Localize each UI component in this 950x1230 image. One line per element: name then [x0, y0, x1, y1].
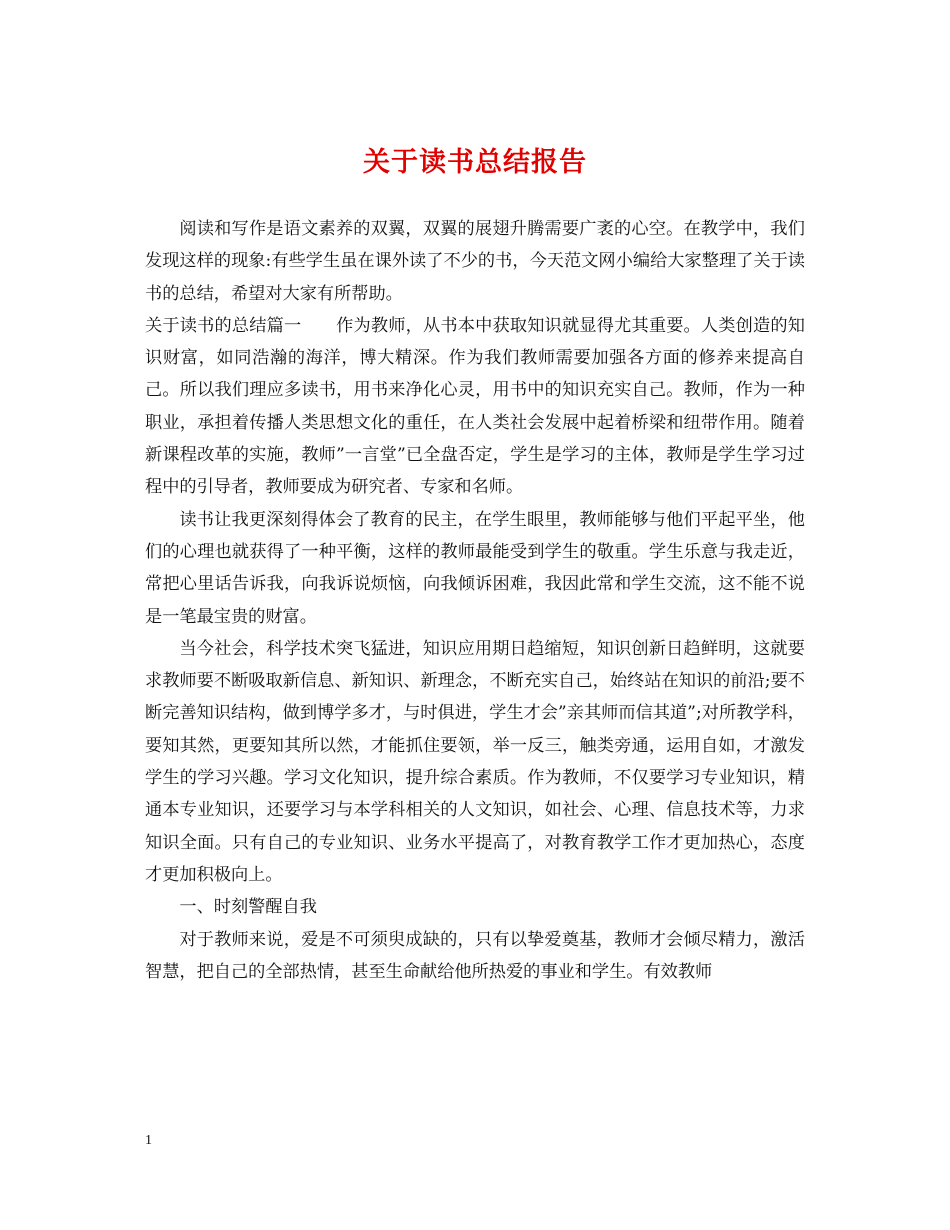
paragraph-society: 当今社会，科学技术突飞猛进，知识应用期日趋缩短，知识创新日趋鲜明，这就要求教师要不断吸取新信息、新知识、新理念，不断充实自己，始终站在知识的前沿;要不断完善知识结构，做到博学多才，与时俱进，学生才会”亲其师而信其道”;对所教学科，要知其然，更要知其所以然，才能抓住要领，举一反三，触类旁通，运用自如，才激发学生的学习兴趣。学习文化知识，提升综合素质。作为教师，不仅要学习专业知识，精通本专业知识，还要学习与本学科相关的人文知识，如社会、心理、信息技术等，力求知识全面。只有自己的专业知识、业务水平提高了，对教育教学工作才更加热心，态度才更加积极向上。 — [145, 638, 805, 885]
section-heading: 一、时刻警醒自我 — [179, 897, 317, 918]
paragraph-democracy: 读书让我更深刻得体会了教育的民主，在学生眼里，教师能够与他们平起平坐，他们的心理也就获得了一种平衡，这样的教师最能受到学生的敬重。学生乐意与我走近，常把心里话告诉我，向我诉说烦恼，向我倾诉困难，我因此常和学生交流，这不能不说是一笔最宝贵的财富。 — [145, 509, 805, 627]
paragraph-section-one: 关于读书的总结篇一 作为教师，从书本中获取知识就显得尤其重要。人类创造的知识财富，如同浩瀚的海洋，博大精深。作为我们教师需要加强各方面的修养来提高自己。所以我们理应多读书，用书来净化心灵，用书中的知识充实自己。教师，作为一种职业，承担着传播人类思想文化的重任，在人类社会发展中起着桥梁和纽带作用。随着新课程改革的实施，教师”一言堂”已全盘否定，学生是学习的主体，教师是学生学习过程中的引导者，教师要成为研究者、专家和名师。 — [145, 315, 805, 498]
page-number: 1 — [145, 1133, 152, 1148]
paragraph-love: 对于教师来说，爱是不可须臾成缺的，只有以挚爱奠基，教师才会倾尽精力，激活智慧，把自己的全部热情，甚至生命献给他所热爱的事业和学生。有效教师 — [145, 929, 805, 982]
paragraph-intro: 阅读和写作是语文素养的双翼，双翼的展翅升腾需要广袤的心空。在教学中，我们发现这样的现象:有些学生虽在课外读了不少的书，今天范文网小编给大家整理了关于读书的总结，希望对大家有所帮助。 — [145, 219, 805, 304]
document-title: 关于读书总结报告 — [363, 147, 587, 178]
document-body — [145, 213, 805, 988]
